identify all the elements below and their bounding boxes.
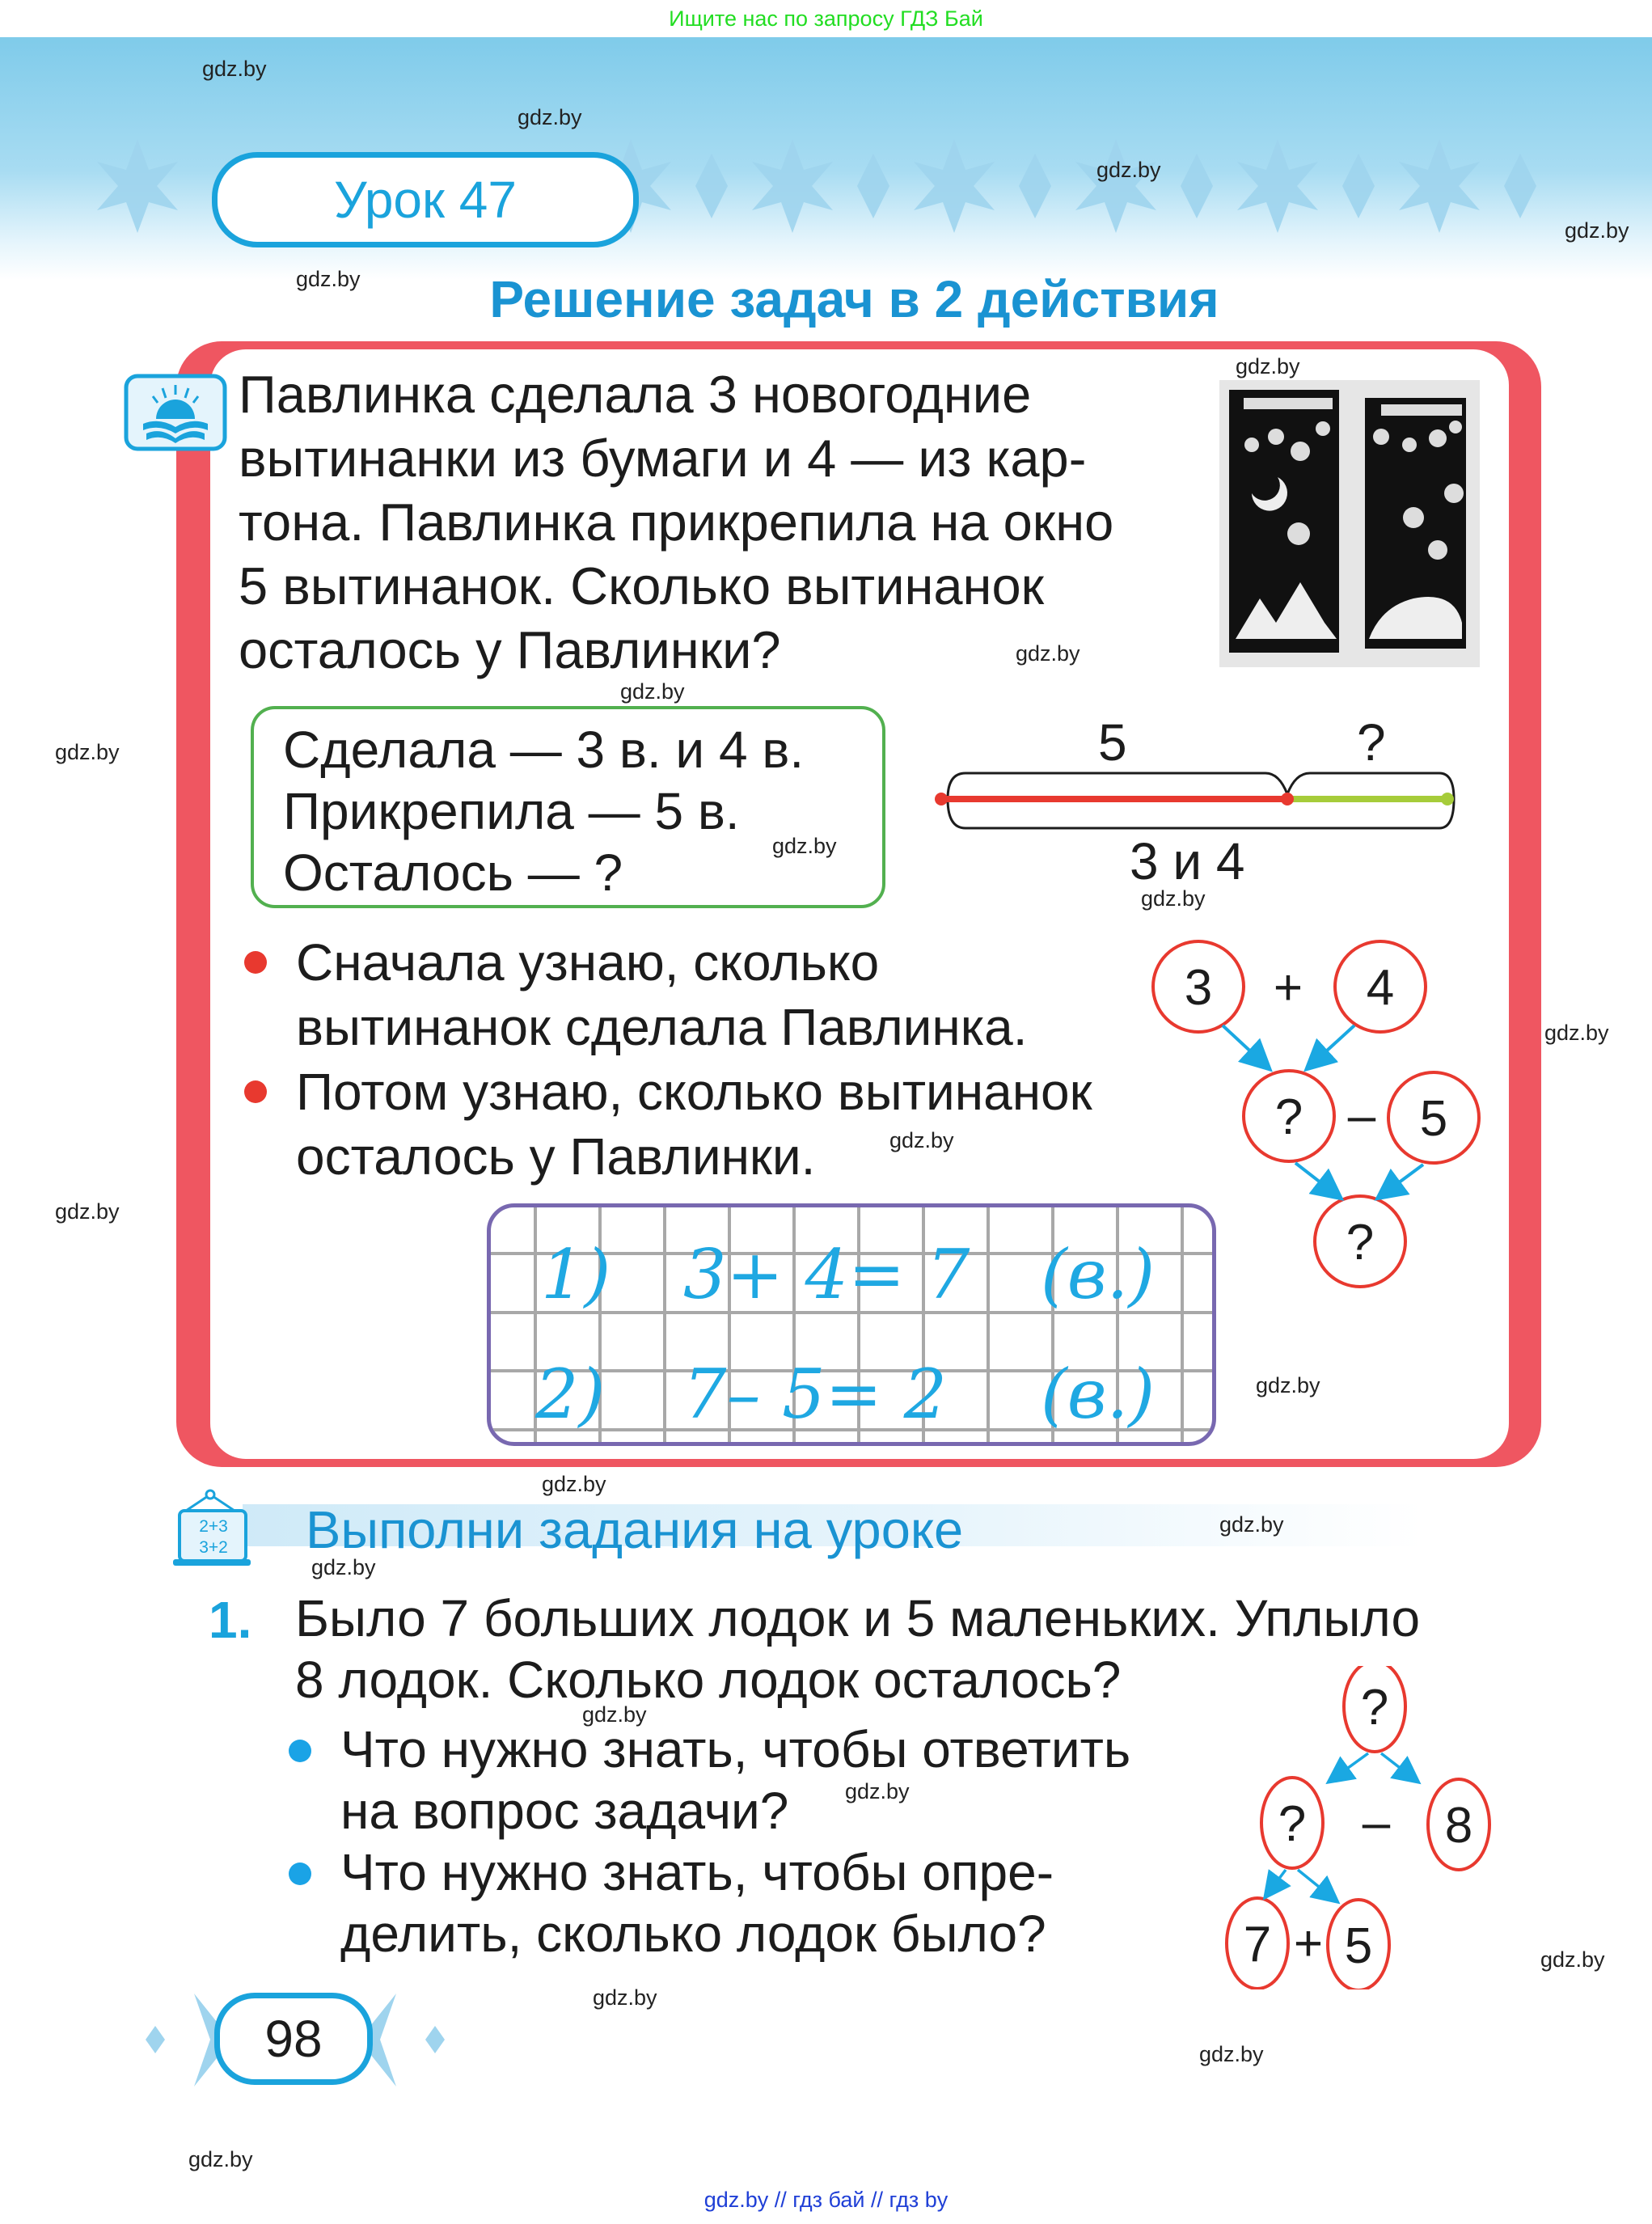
- watermark: gdz.by: [1565, 218, 1629, 243]
- condition-line-left: Осталось — ?: [283, 844, 623, 902]
- watermark: gdz.by: [518, 105, 582, 129]
- question-bullet: [287, 1841, 1201, 1964]
- watermark: gdz.by: [296, 267, 361, 291]
- problem-line: 5 вытинанок. Сколько вытинанок: [239, 556, 1045, 615]
- segment-label-unknown: ?: [1357, 713, 1386, 772]
- svg-text:4: 4: [1366, 960, 1395, 1016]
- watermark: gdz.by: [582, 1702, 647, 1727]
- condition-line-attached: Прикрепила — 5 в.: [283, 782, 740, 840]
- watermark: gdz.by: [1219, 1512, 1284, 1537]
- watermark: gdz.by: [1141, 886, 1206, 911]
- lesson-badge: Урок 47: [212, 152, 639, 247]
- task-line: Было 7 больших лодок и 5 маленьких. Уплыло: [295, 1589, 1421, 1647]
- svg-text:3+2: 3+2: [199, 1538, 228, 1557]
- watermark: gdz.by: [593, 1985, 657, 2010]
- condition-line-made: Сделала — 3 в. и 4 в.: [283, 721, 805, 779]
- bullet-dot-icon: [289, 1862, 311, 1885]
- plan-bullet: [243, 1059, 1172, 1189]
- svg-text:5: 5: [1344, 1918, 1373, 1974]
- page-number-badge: [137, 1985, 453, 2095]
- example-problem-text: [239, 362, 1177, 682]
- watermark: gdz.by: [1544, 1021, 1609, 1045]
- watermark: gdz.by: [889, 1128, 954, 1152]
- segment-label-3-and-4: 3 и 4: [1130, 832, 1245, 890]
- plan-line: вытинанок сделала Павлинка.: [296, 998, 1028, 1056]
- watermark: gdz.by: [845, 1779, 910, 1803]
- watermark: gdz.by: [55, 740, 120, 764]
- problem-line: Павлинка сделала 3 новогодние: [239, 365, 1032, 424]
- page-number: 98: [214, 1993, 373, 2085]
- svg-text:+: +: [1273, 960, 1303, 1016]
- svg-text:5: 5: [1419, 1091, 1448, 1147]
- task-questions: [287, 1719, 1201, 1964]
- watermark: gdz.by: [1199, 2042, 1264, 2066]
- solution-notebook: [487, 1203, 1216, 1446]
- plan-line: Сначала узнаю, сколько: [296, 933, 880, 991]
- task-line: 8 лодок. Сколько лодок осталось?: [295, 1651, 1122, 1709]
- watermark: gdz.by: [202, 57, 267, 81]
- svg-text:+: +: [1293, 1916, 1324, 1972]
- page-title: Решение задач в 2 действия: [489, 270, 1219, 328]
- question-bullet: [287, 1719, 1201, 1841]
- segment-diagram: [930, 768, 1464, 841]
- watermark: gdz.by: [311, 1555, 376, 1579]
- problem-line: вытинанки из бумаги и 4 — из кар-: [239, 429, 1087, 488]
- svg-text:7: 7: [1243, 1917, 1272, 1972]
- segment-label-5: 5: [1098, 713, 1127, 772]
- solution-unit: (в.): [1041, 1355, 1156, 1434]
- svg-text:–: –: [1347, 1088, 1376, 1144]
- solution-plan: [243, 930, 1172, 1189]
- sun-over-book-icon: [124, 374, 227, 451]
- svg-text:?: ?: [1346, 1215, 1375, 1271]
- task-number: 1.: [209, 1591, 252, 1649]
- bullet-dot-icon: [244, 1080, 267, 1103]
- window-vytinanki-photo: [1219, 380, 1480, 667]
- svg-text:8: 8: [1444, 1798, 1473, 1854]
- watermark: gdz.by: [1236, 354, 1300, 378]
- solution-step-number: 2): [535, 1355, 606, 1434]
- watermark: gdz.by: [1540, 1947, 1605, 1972]
- short-condition-box: [251, 706, 885, 908]
- question-line: Что нужно знать, чтобы ответить: [340, 1720, 1131, 1778]
- question-line: на вопрос задачи?: [340, 1782, 789, 1840]
- solution-unit: (в.): [1041, 1235, 1156, 1314]
- watermark: gdz.by: [55, 1199, 120, 1224]
- math-board-icon: [170, 1488, 251, 1569]
- watermark: gdz.by: [188, 2147, 253, 2171]
- tree-diagram-2: [1164, 1666, 1520, 1989]
- plan-bullet: [243, 930, 1172, 1059]
- plan-line: осталось у Павлинки.: [296, 1127, 816, 1186]
- plan-line: Потом узнаю, сколько вытинанок: [296, 1063, 1092, 1121]
- question-line: Что нужно знать, чтобы опре-: [340, 1843, 1054, 1901]
- watermark: gdz.by: [1256, 1373, 1320, 1397]
- svg-text:–: –: [1362, 1795, 1391, 1850]
- section-title: Выполни задания на уроке: [306, 1500, 964, 1559]
- svg-text:?: ?: [1274, 1089, 1303, 1145]
- problem-line: осталось у Павлинки?: [239, 620, 781, 679]
- bullet-dot-icon: [244, 951, 267, 974]
- problem-line: тона. Павлинка прикрепила на окно: [239, 493, 1114, 552]
- solution-expression: 3+ 4= 7: [683, 1235, 970, 1314]
- svg-text:2+3: 2+3: [199, 1517, 228, 1536]
- footer-links[interactable]: gdz.by // гдз бай // гдз by: [703, 2188, 949, 2212]
- watermark: gdz.by: [1096, 158, 1161, 182]
- question-line: делить, сколько лодок было?: [340, 1905, 1046, 1963]
- watermark: gdz.by: [620, 679, 685, 704]
- svg-text:?: ?: [1278, 1796, 1307, 1852]
- search-banner[interactable]: Ищите нас по запросу ГДЗ Бай: [0, 0, 1652, 37]
- watermark: gdz.by: [1016, 641, 1080, 666]
- bullet-dot-icon: [289, 1740, 311, 1762]
- solution-expression: 7– 5= 2: [683, 1355, 948, 1434]
- solution-step-number: 1): [541, 1235, 611, 1314]
- svg-text:?: ?: [1360, 1680, 1389, 1736]
- watermark: gdz.by: [542, 1472, 606, 1496]
- svg-text:3: 3: [1184, 960, 1213, 1016]
- watermark: gdz.by: [772, 834, 837, 858]
